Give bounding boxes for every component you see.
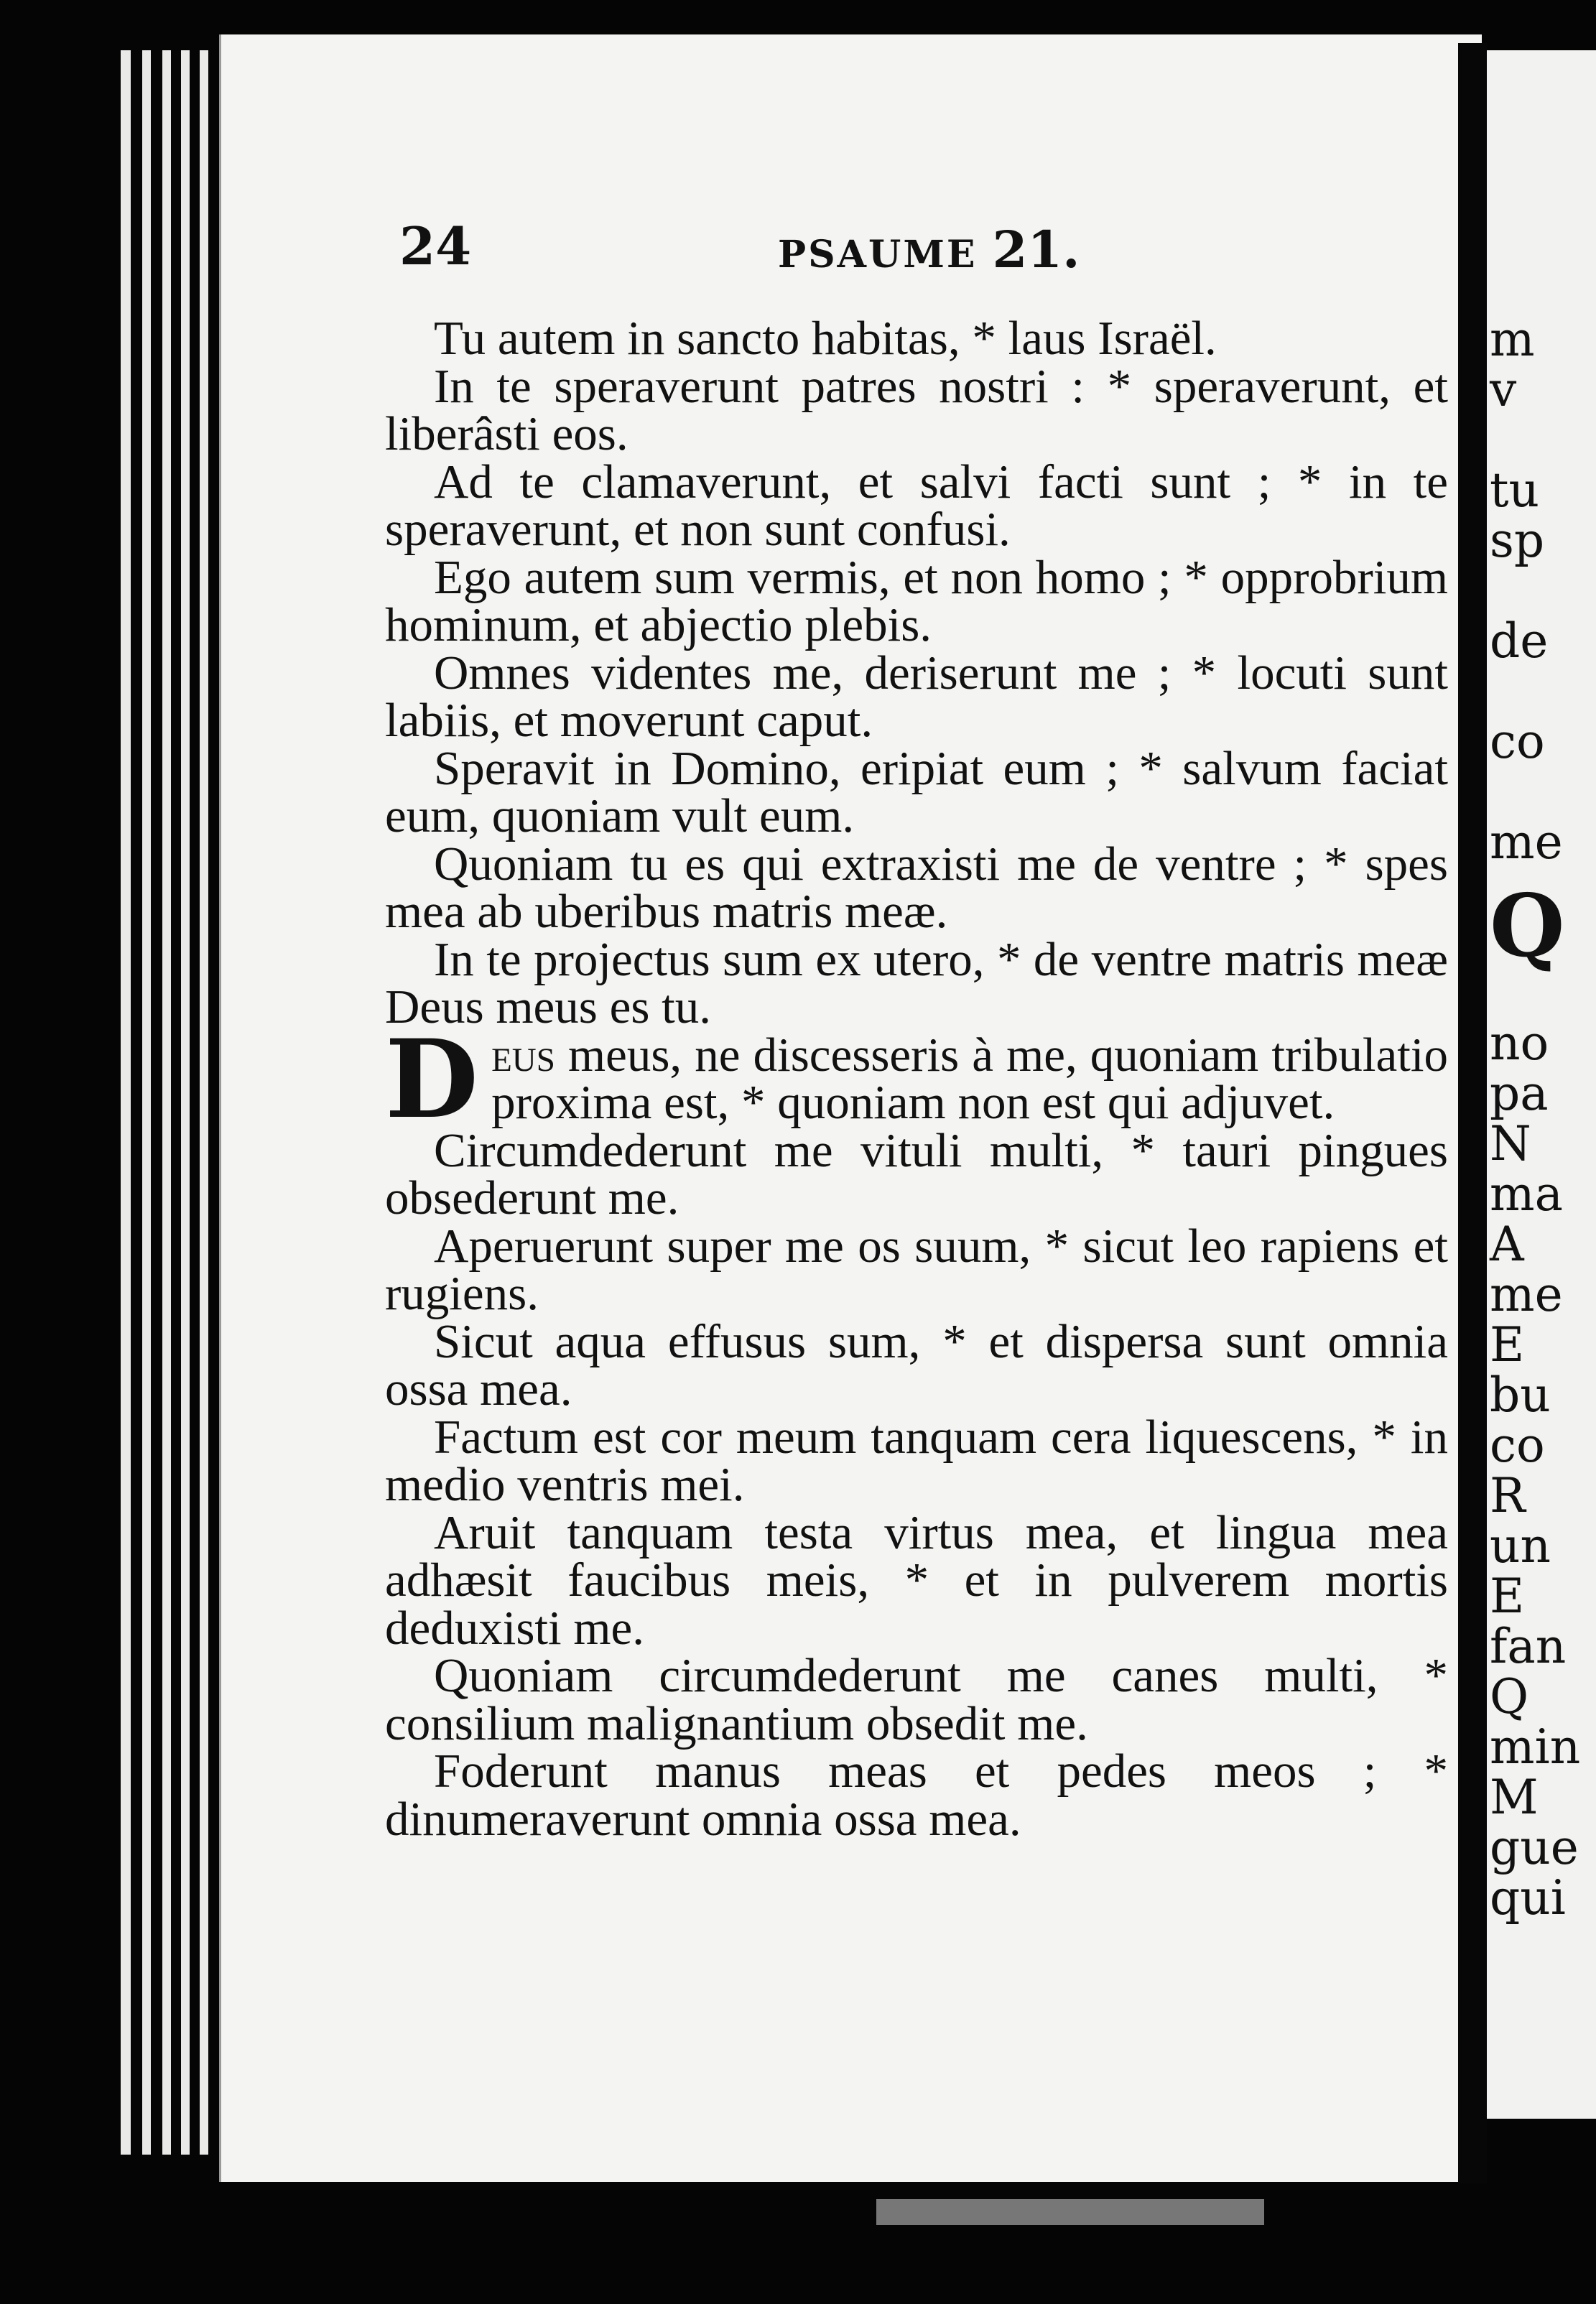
drop-cap-verse-text: meus, ne discesseris à me, quoniam tribulatio proxima est, * quoniam non est qui adjuvet. <box>491 1028 1448 1129</box>
verse: Speravit in Domino, eripiat eum ; * salvum faciat eum, quoniam vult eum. <box>385 741 1448 842</box>
running-title-label: PSAUME <box>778 233 978 277</box>
facing-fragment: Q <box>1490 875 1565 977</box>
facing-fragment: A <box>1490 1217 1524 1272</box>
verse: In te speraverunt patres nostri : * speraverunt, et liberâsti eos. <box>385 359 1448 460</box>
facing-fragment: bu <box>1490 1367 1551 1423</box>
psalm-text <box>385 312 1448 1846</box>
page-header <box>399 215 1261 287</box>
facing-fragment: m <box>1490 312 1535 367</box>
verse: Sicut aqua effusus sum, * et dispersa sunt omnia ossa mea. <box>385 1314 1448 1416</box>
book-gutter <box>1458 43 1487 2183</box>
facing-page-edge <box>1487 50 1596 2119</box>
verse: Factum est cor meum tanquam cera liquescens, * in medio ventris mei. <box>385 1410 1448 1511</box>
verse: Ad te clamaverunt, et salvi facti sunt ; * in te speraverunt, et non sunt confusi. <box>385 455 1448 556</box>
verse: Quoniam circumdederunt me canes multi, * consilium malignantium obsedit me. <box>385 1649 1448 1750</box>
page-edge <box>162 50 171 2155</box>
facing-fragment: no <box>1490 1016 1549 1071</box>
facing-fragment: me <box>1490 814 1563 870</box>
facing-fragment: co <box>1490 714 1545 769</box>
facing-fragment: tu <box>1490 463 1540 518</box>
facing-fragment: me <box>1490 1267 1563 1322</box>
page-edge <box>200 50 208 2155</box>
verse: Foderunt manus meas et pedes meos ; * dinumeraverunt omnia ossa mea. <box>385 1745 1448 1846</box>
facing-fragment: ma <box>1490 1166 1563 1222</box>
book-page <box>219 34 1482 2182</box>
verse: Omnes videntes me, deriserunt me ; * locuti sunt labiis, et moverunt caput. <box>385 646 1448 747</box>
page-edge <box>142 50 151 2155</box>
page-edge <box>121 50 131 2155</box>
verse: In te projectus sum ex utero, * de ventre matris meæ Deus meus es tu. <box>385 932 1448 1033</box>
facing-fragment: E <box>1490 1569 1525 1624</box>
drop-cap-rest: eus <box>491 1028 555 1082</box>
drop-cap-initial: D <box>385 1016 479 1143</box>
facing-fragment: un <box>1490 1518 1551 1574</box>
facing-fragment: fan <box>1490 1619 1567 1674</box>
facing-fragment: gue <box>1490 1820 1579 1875</box>
facing-fragment: Q <box>1490 1669 1529 1724</box>
facing-fragment: R <box>1490 1468 1526 1523</box>
facing-fragment: N <box>1490 1116 1531 1171</box>
facing-fragment: v <box>1490 362 1517 417</box>
verse: Aperuerunt super me os suum, * sicut leo rapiens et rugiens. <box>385 1219 1448 1320</box>
page-edge <box>181 50 190 2155</box>
verse: Ego autem sum vermis, et non homo ; * opprobrium hominum, et abjectio plebis. <box>385 550 1448 651</box>
verse: Aruit tanquam testa virtus mea, et lingua mea adhæsit faucibus meis, * et in pulverem mortis deduxisti me. <box>385 1505 1448 1655</box>
verse: Quoniam tu es qui extraxisti me de ventre ; * spes mea ab uberibus matris meæ. <box>385 837 1448 938</box>
facing-fragment: min <box>1490 1719 1581 1775</box>
verse: Circumdederunt me vituli multi, * tauri pingues obsederunt me. <box>385 1123 1448 1225</box>
facing-fragment: co <box>1490 1418 1545 1473</box>
running-title <box>778 220 1080 279</box>
facing-fragment: E <box>1490 1317 1525 1372</box>
page-number: 24 <box>399 215 472 277</box>
psalm-number: 21. <box>992 220 1080 279</box>
facing-fragment: de <box>1490 613 1549 669</box>
verse: Tu autem in sancto habitas, * laus Israël. <box>434 312 1217 365</box>
facing-fragment: qui <box>1490 1870 1566 1926</box>
page-bottom-shadow <box>876 2199 1264 2225</box>
facing-fragment: pa <box>1490 1066 1549 1121</box>
facing-fragment: sp <box>1490 513 1545 568</box>
drop-cap-verse <box>385 1016 1448 1143</box>
facing-fragment: M <box>1490 1770 1539 1825</box>
